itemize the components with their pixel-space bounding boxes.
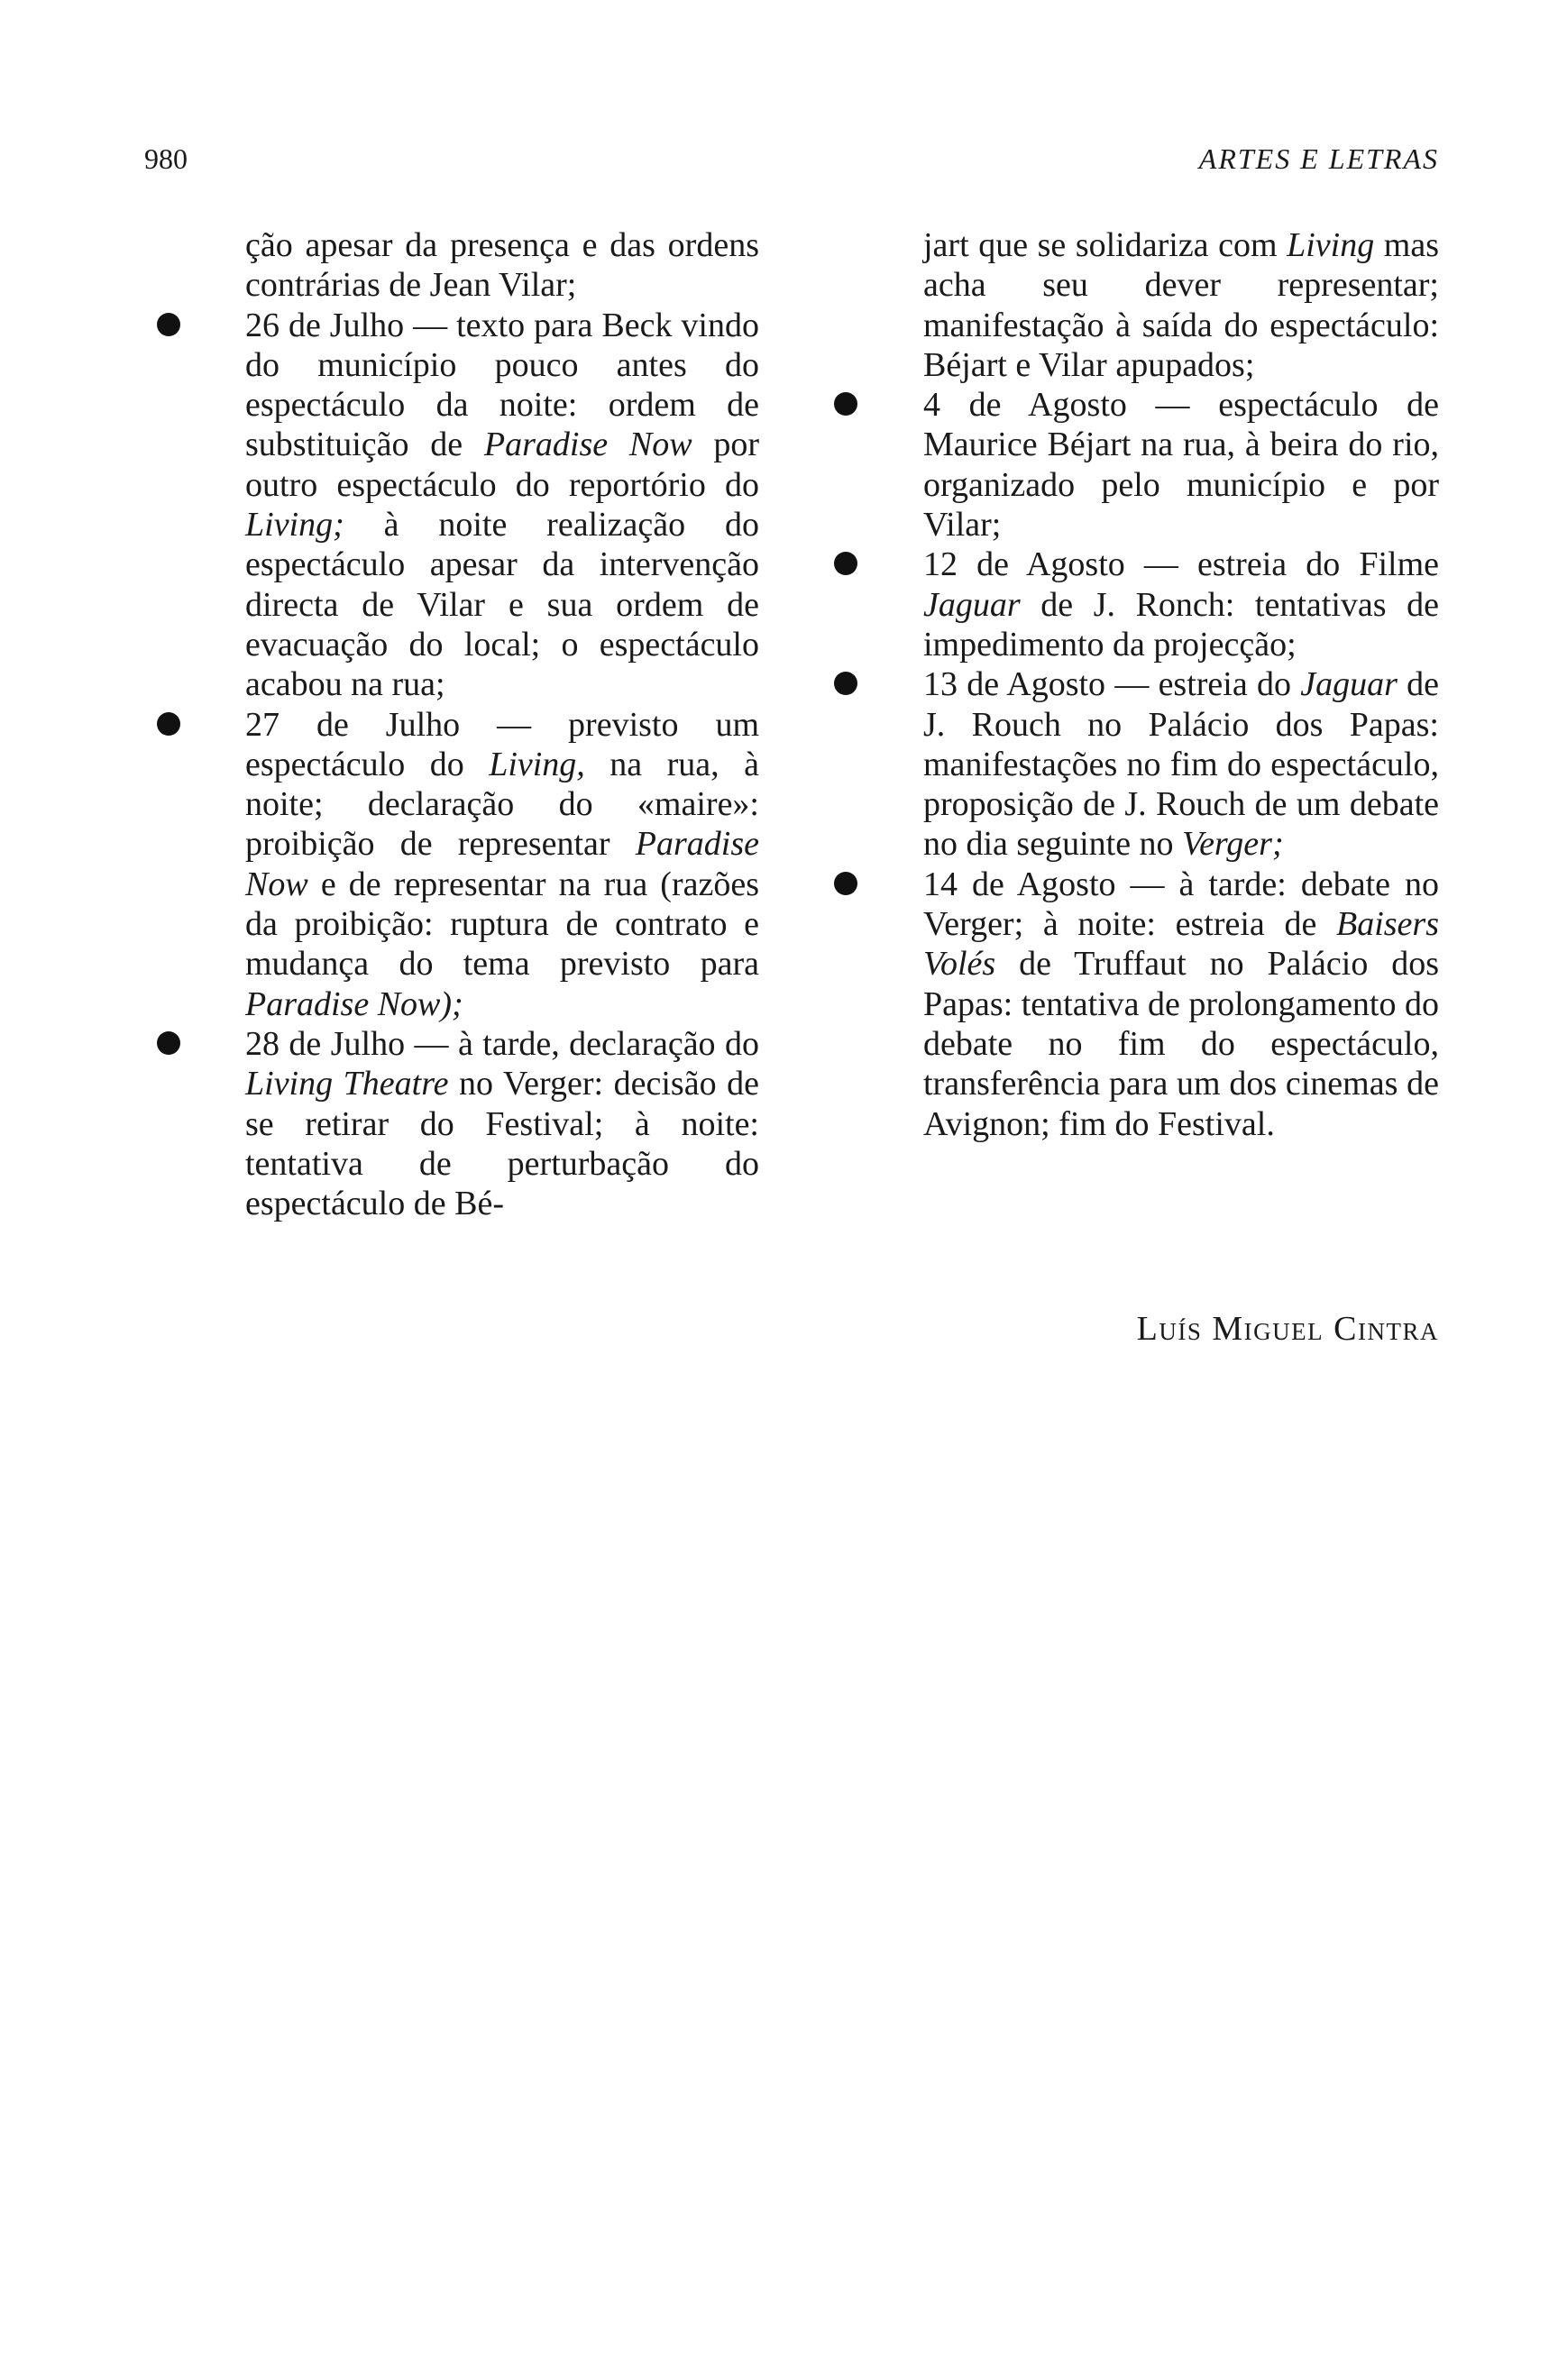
entry-text: 26 de Julho — texto para Beck vindo do município pouco antes do espectáculo da noite: ordem de substituição de Paradise Now por outro espectáculo do reportório do Living; à noite realização do espectáculo apesar da intervenção directa de Vilar e sua ordem de evacuação do local; o espectáculo acabou na rua; bbox=[245, 306, 760, 704]
bullet-icon bbox=[834, 552, 857, 575]
page-number: 980 bbox=[144, 142, 188, 175]
entry-date: 12 de Agosto bbox=[923, 545, 1125, 584]
italic-title: Jaguar bbox=[923, 585, 1021, 624]
italic-title: Living bbox=[1287, 226, 1375, 264]
continuation-text: jart que se solidariza com Living mas acha seu dever representar; manifestação à saída do espectáculo: Béjart e Vilar apupados; bbox=[923, 226, 1439, 384]
timeline-entry bbox=[245, 705, 759, 1024]
page-header bbox=[144, 142, 1439, 188]
bullet-icon bbox=[834, 872, 857, 895]
continuation-paragraph bbox=[245, 225, 759, 306]
entry-date: 28 de Julho bbox=[245, 1024, 406, 1063]
bullet-icon bbox=[834, 392, 857, 416]
timeline-entry bbox=[245, 1024, 759, 1223]
italic-title: Living Theatre bbox=[245, 1065, 449, 1103]
timeline-entry bbox=[923, 545, 1439, 664]
italic-title: Paradise Now bbox=[245, 825, 759, 903]
italic-title: Paradise Now); bbox=[245, 984, 463, 1023]
timeline-entry bbox=[923, 385, 1439, 545]
bullet-icon bbox=[834, 672, 857, 695]
timeline-entry bbox=[923, 664, 1439, 864]
left-column bbox=[245, 225, 759, 1223]
entry-date: 13 de Agosto bbox=[923, 665, 1106, 704]
italic-title: Living; bbox=[245, 506, 344, 545]
entry-text: 27 de Julho — previsto um espectáculo do Living, na rua, à noite; declaração do «maire»: proibição de representar Paradise Now e de representar na rua (razões da proibição: ruptura de contrato e mudança do tema previsto para Paradise Now); bbox=[245, 705, 760, 1023]
running-title: ARTES E LETRAS bbox=[1198, 142, 1439, 175]
entry-date: 27 de Julho bbox=[245, 705, 461, 744]
entry-text: 28 de Julho — à tarde, declaração do Living Theatre no Verger: decisão de se retirar do Festival; à noite: tentativa de perturbação do espectáculo de Bé- bbox=[245, 1024, 759, 1223]
bullet-icon bbox=[157, 712, 180, 736]
entry-date: 14 de Agosto bbox=[923, 865, 1116, 903]
author-signature: Luís Miguel Cintra bbox=[1136, 1310, 1439, 1348]
entry-text: 12 de Agosto — estreia do Filme Jaguar de J. Ronch: tentativas de impedimento da projecção; bbox=[923, 545, 1439, 664]
entry-date: 4 de Agosto bbox=[923, 386, 1127, 425]
entry-text: 13 de Agosto — estreia do Jaguar de J. Rouch no Palácio dos Papas: manifestações no fim do espectáculo, proposição de J. Rouch de um debate no dia seguinte no Verger; bbox=[923, 665, 1439, 864]
entry-text: 4 de Agosto — espectáculo de Maurice Béjart na rua, à beira do rio, organizado pelo município e por Vilar; bbox=[923, 386, 1439, 545]
timeline-entry bbox=[923, 865, 1439, 1144]
italic-title: Paradise Now bbox=[483, 426, 692, 464]
bullet-icon bbox=[157, 1031, 180, 1055]
italic-title: Baisers Volés bbox=[923, 905, 1439, 984]
timeline-entry bbox=[245, 306, 759, 705]
entry-date: 26 de Julho bbox=[245, 306, 405, 344]
italic-title: Living, bbox=[489, 745, 585, 783]
right-column bbox=[923, 225, 1439, 1144]
continuation-text: ção apesar da presença e das ordens contrárias de Jean Vilar; bbox=[245, 226, 759, 305]
italic-title: Jaguar bbox=[1300, 665, 1398, 704]
continuation-paragraph bbox=[923, 225, 1439, 385]
entry-text: 14 de Agosto — à tarde: debate no Verger; à noite: estreia de Baisers Volés de Truffaut no Palácio dos Papas: tentativa de prolongamento do debate no fim do espectáculo, transferência para um dos cinemas de Avignon; fim do Festival. bbox=[923, 865, 1439, 1143]
bullet-icon bbox=[157, 313, 180, 336]
italic-title: Verger; bbox=[1182, 825, 1284, 864]
